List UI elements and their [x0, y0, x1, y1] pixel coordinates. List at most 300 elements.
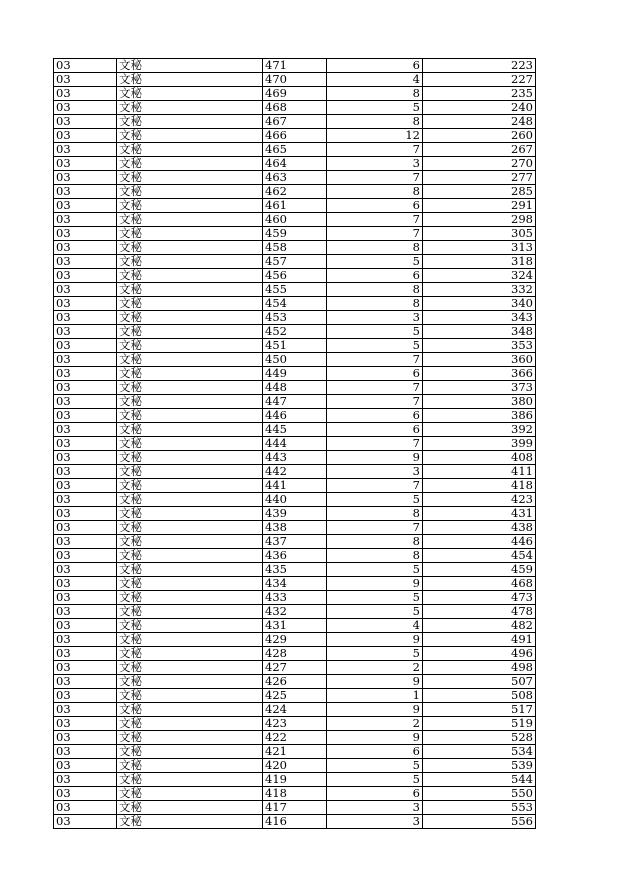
category-code-cell: 03 — [54, 731, 117, 745]
major-name-cell: 文秘 — [117, 493, 263, 507]
category-code-cell: 03 — [54, 367, 117, 381]
major-name-cell: 文秘 — [117, 437, 263, 451]
cumulative-cell: 332 — [423, 283, 536, 297]
major-name-cell: 文秘 — [117, 619, 263, 633]
cumulative-cell: 491 — [423, 633, 536, 647]
cumulative-cell: 298 — [423, 213, 536, 227]
major-name-cell: 文秘 — [117, 227, 263, 241]
count-cell: 7 — [327, 395, 423, 409]
category-code-cell: 03 — [54, 605, 117, 619]
score-cell: 423 — [263, 717, 327, 731]
score-cell: 464 — [263, 157, 327, 171]
count-cell: 6 — [327, 199, 423, 213]
major-name-cell: 文秘 — [117, 171, 263, 185]
score-cell: 450 — [263, 353, 327, 367]
score-cell: 437 — [263, 535, 327, 549]
major-name-cell: 文秘 — [117, 255, 263, 269]
cumulative-cell: 399 — [423, 437, 536, 451]
cumulative-cell: 373 — [423, 381, 536, 395]
score-cell: 420 — [263, 759, 327, 773]
table-row — [54, 521, 536, 535]
cumulative-cell: 507 — [423, 675, 536, 689]
category-code-cell: 03 — [54, 213, 117, 227]
score-cell: 446 — [263, 409, 327, 423]
major-name-cell: 文秘 — [117, 563, 263, 577]
count-cell: 7 — [327, 143, 423, 157]
count-cell: 3 — [327, 801, 423, 815]
major-name-cell: 文秘 — [117, 479, 263, 493]
major-name-cell: 文秘 — [117, 507, 263, 521]
major-name-cell: 文秘 — [117, 213, 263, 227]
count-cell: 3 — [327, 815, 423, 829]
table-row — [54, 465, 536, 479]
major-name-cell: 文秘 — [117, 689, 263, 703]
major-name-cell: 文秘 — [117, 521, 263, 535]
score-cell: 453 — [263, 311, 327, 325]
major-name-cell: 文秘 — [117, 745, 263, 759]
table-row — [54, 157, 536, 171]
cumulative-cell: 459 — [423, 563, 536, 577]
table-row — [54, 241, 536, 255]
major-name-cell: 文秘 — [117, 815, 263, 829]
category-code-cell: 03 — [54, 591, 117, 605]
major-name-cell: 文秘 — [117, 423, 263, 437]
cumulative-cell: 408 — [423, 451, 536, 465]
count-cell: 6 — [327, 59, 423, 73]
major-name-cell: 文秘 — [117, 241, 263, 255]
category-code-cell: 03 — [54, 171, 117, 185]
score-cell: 469 — [263, 87, 327, 101]
count-cell: 9 — [327, 451, 423, 465]
cumulative-cell: 285 — [423, 185, 536, 199]
category-code-cell: 03 — [54, 157, 117, 171]
major-name-cell: 文秘 — [117, 269, 263, 283]
major-name-cell: 文秘 — [117, 549, 263, 563]
major-name-cell: 文秘 — [117, 115, 263, 129]
table-row — [54, 269, 536, 283]
score-cell: 421 — [263, 745, 327, 759]
cumulative-cell: 324 — [423, 269, 536, 283]
table-row — [54, 577, 536, 591]
score-cell: 432 — [263, 605, 327, 619]
table-row — [54, 437, 536, 451]
table-row — [54, 759, 536, 773]
score-cell: 438 — [263, 521, 327, 535]
count-cell: 7 — [327, 353, 423, 367]
cumulative-cell: 223 — [423, 59, 536, 73]
count-cell: 8 — [327, 535, 423, 549]
cumulative-cell: 418 — [423, 479, 536, 493]
cumulative-cell: 392 — [423, 423, 536, 437]
count-cell: 12 — [327, 129, 423, 143]
cumulative-cell: 482 — [423, 619, 536, 633]
score-cell: 471 — [263, 59, 327, 73]
category-code-cell: 03 — [54, 297, 117, 311]
cumulative-cell: 343 — [423, 311, 536, 325]
score-table — [53, 58, 536, 829]
count-cell: 6 — [327, 409, 423, 423]
cumulative-cell: 508 — [423, 689, 536, 703]
category-code-cell: 03 — [54, 647, 117, 661]
category-code-cell: 03 — [54, 717, 117, 731]
score-cell: 424 — [263, 703, 327, 717]
table-row — [54, 787, 536, 801]
cumulative-cell: 539 — [423, 759, 536, 773]
cumulative-cell: 305 — [423, 227, 536, 241]
count-cell: 6 — [327, 745, 423, 759]
score-cell: 461 — [263, 199, 327, 213]
count-cell: 9 — [327, 633, 423, 647]
major-name-cell: 文秘 — [117, 773, 263, 787]
score-cell: 452 — [263, 325, 327, 339]
major-name-cell: 文秘 — [117, 59, 263, 73]
score-cell: 429 — [263, 633, 327, 647]
score-cell: 455 — [263, 283, 327, 297]
table-row — [54, 381, 536, 395]
count-cell: 3 — [327, 465, 423, 479]
cumulative-cell: 478 — [423, 605, 536, 619]
count-cell: 9 — [327, 703, 423, 717]
count-cell: 7 — [327, 521, 423, 535]
count-cell: 6 — [327, 423, 423, 437]
category-code-cell: 03 — [54, 535, 117, 549]
score-cell: 434 — [263, 577, 327, 591]
major-name-cell: 文秘 — [117, 661, 263, 675]
table-row — [54, 409, 536, 423]
category-code-cell: 03 — [54, 661, 117, 675]
cumulative-cell: 517 — [423, 703, 536, 717]
cumulative-cell: 550 — [423, 787, 536, 801]
count-cell: 6 — [327, 367, 423, 381]
table-row — [54, 591, 536, 605]
major-name-cell: 文秘 — [117, 787, 263, 801]
category-code-cell: 03 — [54, 353, 117, 367]
score-cell: 439 — [263, 507, 327, 521]
count-cell: 5 — [327, 493, 423, 507]
cumulative-cell: 544 — [423, 773, 536, 787]
table-row — [54, 689, 536, 703]
category-code-cell: 03 — [54, 227, 117, 241]
cumulative-cell: 360 — [423, 353, 536, 367]
table-row — [54, 353, 536, 367]
cumulative-cell: 240 — [423, 101, 536, 115]
count-cell: 7 — [327, 479, 423, 493]
cumulative-cell: 386 — [423, 409, 536, 423]
category-code-cell: 03 — [54, 815, 117, 829]
category-code-cell: 03 — [54, 675, 117, 689]
cumulative-cell: 473 — [423, 591, 536, 605]
category-code-cell: 03 — [54, 759, 117, 773]
cumulative-cell: 227 — [423, 73, 536, 87]
category-code-cell: 03 — [54, 479, 117, 493]
table-row — [54, 367, 536, 381]
score-cell: 443 — [263, 451, 327, 465]
score-cell: 441 — [263, 479, 327, 493]
cumulative-cell: 528 — [423, 731, 536, 745]
major-name-cell: 文秘 — [117, 591, 263, 605]
count-cell: 8 — [327, 283, 423, 297]
cumulative-cell: 496 — [423, 647, 536, 661]
count-cell: 8 — [327, 507, 423, 521]
category-code-cell: 03 — [54, 633, 117, 647]
score-cell: 463 — [263, 171, 327, 185]
cumulative-cell: 380 — [423, 395, 536, 409]
major-name-cell: 文秘 — [117, 339, 263, 353]
category-code-cell: 03 — [54, 199, 117, 213]
table-row — [54, 479, 536, 493]
count-cell: 7 — [327, 437, 423, 451]
category-code-cell: 03 — [54, 745, 117, 759]
cumulative-cell: 498 — [423, 661, 536, 675]
major-name-cell: 文秘 — [117, 717, 263, 731]
count-cell: 6 — [327, 269, 423, 283]
major-name-cell: 文秘 — [117, 157, 263, 171]
count-cell: 9 — [327, 577, 423, 591]
cumulative-cell: 468 — [423, 577, 536, 591]
category-code-cell: 03 — [54, 339, 117, 353]
table-row — [54, 283, 536, 297]
category-code-cell: 03 — [54, 73, 117, 87]
score-cell: 451 — [263, 339, 327, 353]
count-cell: 5 — [327, 773, 423, 787]
score-cell: 456 — [263, 269, 327, 283]
table-row — [54, 87, 536, 101]
table-row — [54, 661, 536, 675]
major-name-cell: 文秘 — [117, 535, 263, 549]
category-code-cell: 03 — [54, 311, 117, 325]
category-code-cell: 03 — [54, 549, 117, 563]
category-code-cell: 03 — [54, 185, 117, 199]
major-name-cell: 文秘 — [117, 87, 263, 101]
category-code-cell: 03 — [54, 269, 117, 283]
category-code-cell: 03 — [54, 493, 117, 507]
score-cell: 470 — [263, 73, 327, 87]
category-code-cell: 03 — [54, 283, 117, 297]
score-cell: 458 — [263, 241, 327, 255]
category-code-cell: 03 — [54, 437, 117, 451]
score-cell: 436 — [263, 549, 327, 563]
score-cell: 422 — [263, 731, 327, 745]
count-cell: 2 — [327, 717, 423, 731]
count-cell: 5 — [327, 605, 423, 619]
table-row — [54, 619, 536, 633]
score-cell: 427 — [263, 661, 327, 675]
count-cell: 2 — [327, 661, 423, 675]
count-cell: 5 — [327, 339, 423, 353]
score-cell: 457 — [263, 255, 327, 269]
score-cell: 460 — [263, 213, 327, 227]
table-row — [54, 675, 536, 689]
score-cell: 433 — [263, 591, 327, 605]
score-cell: 419 — [263, 773, 327, 787]
category-code-cell: 03 — [54, 381, 117, 395]
category-code-cell: 03 — [54, 521, 117, 535]
major-name-cell: 文秘 — [117, 185, 263, 199]
category-code-cell: 03 — [54, 59, 117, 73]
cumulative-cell: 267 — [423, 143, 536, 157]
score-cell: 462 — [263, 185, 327, 199]
table-row — [54, 311, 536, 325]
table-row — [54, 605, 536, 619]
category-code-cell: 03 — [54, 115, 117, 129]
major-name-cell: 文秘 — [117, 143, 263, 157]
major-name-cell: 文秘 — [117, 199, 263, 213]
score-cell: 425 — [263, 689, 327, 703]
table-row — [54, 815, 536, 829]
table-row — [54, 549, 536, 563]
score-cell: 449 — [263, 367, 327, 381]
score-cell: 467 — [263, 115, 327, 129]
count-cell: 3 — [327, 157, 423, 171]
table-row — [54, 101, 536, 115]
cumulative-cell: 340 — [423, 297, 536, 311]
major-name-cell: 文秘 — [117, 73, 263, 87]
category-code-cell: 03 — [54, 507, 117, 521]
major-name-cell: 文秘 — [117, 577, 263, 591]
category-code-cell: 03 — [54, 409, 117, 423]
count-cell: 9 — [327, 675, 423, 689]
table-row — [54, 325, 536, 339]
table-row — [54, 647, 536, 661]
count-cell: 7 — [327, 171, 423, 185]
score-cell: 448 — [263, 381, 327, 395]
count-cell: 8 — [327, 115, 423, 129]
table-row — [54, 171, 536, 185]
major-name-cell: 文秘 — [117, 311, 263, 325]
score-table-body — [54, 59, 536, 829]
cumulative-cell: 235 — [423, 87, 536, 101]
score-cell: 417 — [263, 801, 327, 815]
table-row — [54, 745, 536, 759]
table-row — [54, 507, 536, 521]
table-row — [54, 213, 536, 227]
score-cell: 466 — [263, 129, 327, 143]
category-code-cell: 03 — [54, 787, 117, 801]
table-row — [54, 185, 536, 199]
table-row — [54, 633, 536, 647]
major-name-cell: 文秘 — [117, 367, 263, 381]
table-row — [54, 339, 536, 353]
count-cell: 7 — [327, 381, 423, 395]
score-cell: 454 — [263, 297, 327, 311]
major-name-cell: 文秘 — [117, 129, 263, 143]
cumulative-cell: 260 — [423, 129, 536, 143]
count-cell: 1 — [327, 689, 423, 703]
score-cell: 431 — [263, 619, 327, 633]
category-code-cell: 03 — [54, 465, 117, 479]
category-code-cell: 03 — [54, 451, 117, 465]
major-name-cell: 文秘 — [117, 451, 263, 465]
score-cell: 426 — [263, 675, 327, 689]
table-row — [54, 59, 536, 73]
cumulative-cell: 431 — [423, 507, 536, 521]
category-code-cell: 03 — [54, 395, 117, 409]
count-cell: 3 — [327, 311, 423, 325]
count-cell: 5 — [327, 759, 423, 773]
category-code-cell: 03 — [54, 101, 117, 115]
category-code-cell: 03 — [54, 241, 117, 255]
cumulative-cell: 454 — [423, 549, 536, 563]
major-name-cell: 文秘 — [117, 283, 263, 297]
score-cell: 435 — [263, 563, 327, 577]
cumulative-cell: 553 — [423, 801, 536, 815]
score-cell: 442 — [263, 465, 327, 479]
category-code-cell: 03 — [54, 325, 117, 339]
major-name-cell: 文秘 — [117, 325, 263, 339]
cumulative-cell: 438 — [423, 521, 536, 535]
category-code-cell: 03 — [54, 255, 117, 269]
cumulative-cell: 366 — [423, 367, 536, 381]
category-code-cell: 03 — [54, 619, 117, 633]
score-cell: 445 — [263, 423, 327, 437]
count-cell: 5 — [327, 563, 423, 577]
category-code-cell: 03 — [54, 773, 117, 787]
score-cell: 444 — [263, 437, 327, 451]
table-row — [54, 717, 536, 731]
category-code-cell: 03 — [54, 689, 117, 703]
table-row — [54, 731, 536, 745]
cumulative-cell: 446 — [423, 535, 536, 549]
major-name-cell: 文秘 — [117, 381, 263, 395]
count-cell: 8 — [327, 297, 423, 311]
count-cell: 5 — [327, 591, 423, 605]
count-cell: 5 — [327, 255, 423, 269]
table-row — [54, 199, 536, 213]
score-cell: 416 — [263, 815, 327, 829]
major-name-cell: 文秘 — [117, 353, 263, 367]
table-row — [54, 129, 536, 143]
major-name-cell: 文秘 — [117, 633, 263, 647]
score-cell: 447 — [263, 395, 327, 409]
count-cell: 9 — [327, 731, 423, 745]
count-cell: 8 — [327, 87, 423, 101]
cumulative-cell: 313 — [423, 241, 536, 255]
table-row — [54, 423, 536, 437]
cumulative-cell: 423 — [423, 493, 536, 507]
major-name-cell: 文秘 — [117, 801, 263, 815]
table-row — [54, 535, 536, 549]
count-cell: 7 — [327, 227, 423, 241]
category-code-cell: 03 — [54, 143, 117, 157]
table-row — [54, 255, 536, 269]
table-row — [54, 563, 536, 577]
count-cell: 5 — [327, 647, 423, 661]
major-name-cell: 文秘 — [117, 605, 263, 619]
score-cell: 428 — [263, 647, 327, 661]
cumulative-cell: 277 — [423, 171, 536, 185]
table-row — [54, 451, 536, 465]
count-cell: 8 — [327, 549, 423, 563]
major-name-cell: 文秘 — [117, 759, 263, 773]
cumulative-cell: 519 — [423, 717, 536, 731]
category-code-cell: 03 — [54, 129, 117, 143]
table-row — [54, 227, 536, 241]
major-name-cell: 文秘 — [117, 297, 263, 311]
major-name-cell: 文秘 — [117, 675, 263, 689]
table-row — [54, 703, 536, 717]
category-code-cell: 03 — [54, 423, 117, 437]
major-name-cell: 文秘 — [117, 703, 263, 717]
count-cell: 5 — [327, 325, 423, 339]
count-cell: 4 — [327, 619, 423, 633]
table-row — [54, 73, 536, 87]
category-code-cell: 03 — [54, 563, 117, 577]
cumulative-cell: 556 — [423, 815, 536, 829]
count-cell: 8 — [327, 241, 423, 255]
table-row — [54, 297, 536, 311]
major-name-cell: 文秘 — [117, 395, 263, 409]
category-code-cell: 03 — [54, 801, 117, 815]
